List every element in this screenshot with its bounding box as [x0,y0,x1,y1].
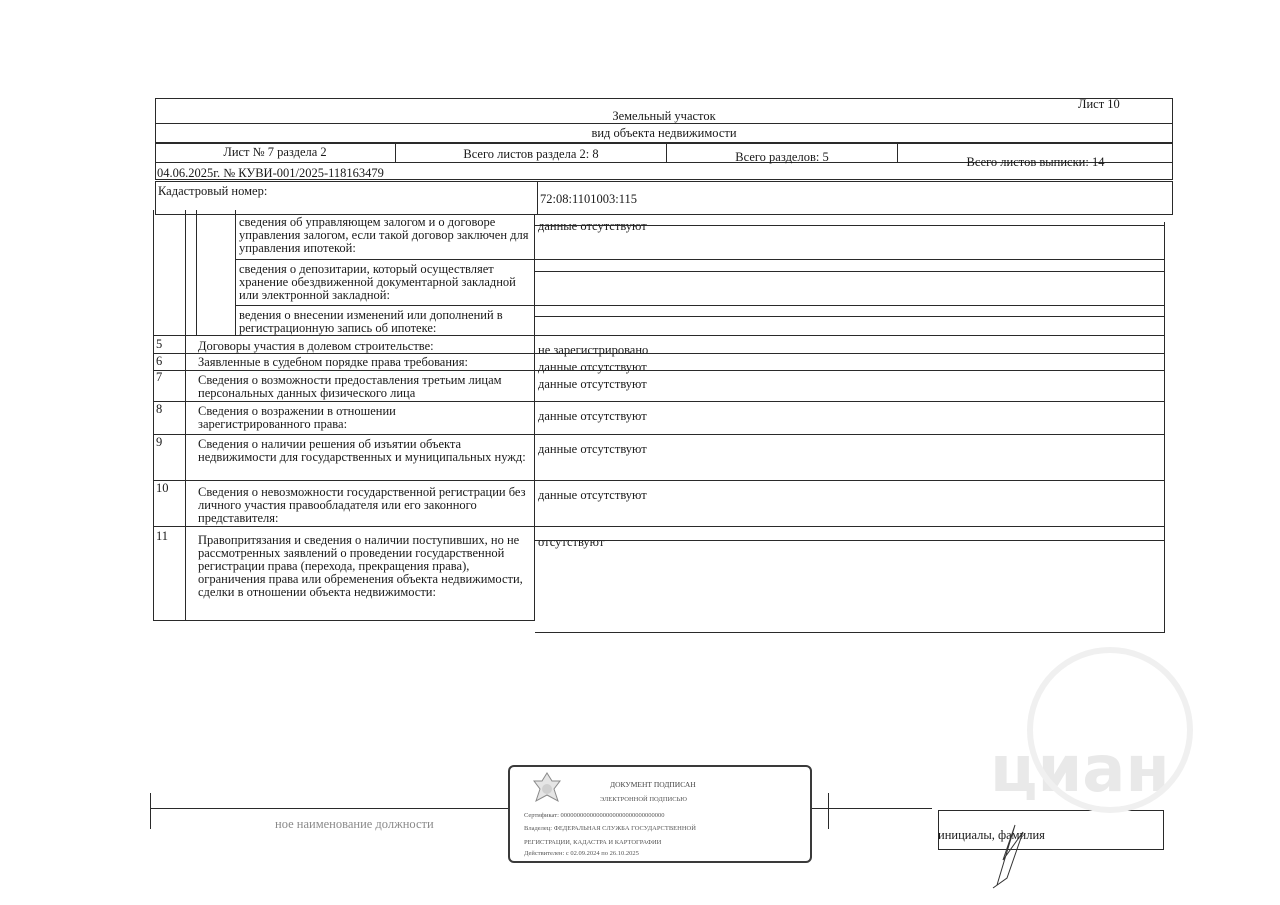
initials-label: инициалы, фамилия [938,828,1045,842]
subrow-label: сведения об управляющем залогом и о договоре управления залогом, если такой договор заключен для управления ипотекой: [239,215,529,255]
subrow-value: данные отсутствуют [538,219,647,233]
section-total-sheets: Всего листов раздела 2: 8 [463,147,599,161]
row-value: данные отсутствуют [538,409,647,423]
signature [985,820,1035,890]
footer-mark-2 [828,793,829,829]
table-left-border [153,210,154,620]
row-divider [153,353,1165,354]
row-number: 5 [156,337,163,351]
row-label: Сведения о возможности предоставления третьим лицам персональных данных физического лица [198,373,502,400]
subrow-value-divider [535,316,1165,317]
stamp-line: Действителен: с 02.09.2024 по 26.10.2025 [524,850,639,857]
row-number: 10 [156,481,169,495]
object-subtitle: вид объекта недвижимости [591,126,737,140]
total-sections: Всего разделов: 5 [735,150,829,164]
row-divider [153,434,1165,435]
subrow-value-divider [535,271,1165,272]
row-number: 8 [156,402,163,416]
stamp-line: ЭЛЕКТРОННОЙ ПОДПИСЬЮ [600,796,687,803]
object-title-divider [155,123,1173,124]
row-label: Сведения о невозможности государственной регистрации без личного участия правообладателя или его законного представителя: [198,485,526,525]
row-value: данные отсутствуют [538,488,647,502]
date-number: 04.06.2025г. № КУВИ-001/2025-118163479 [157,166,384,180]
row-label: Сведения о наличии решения об изъятии объекта недвижимости для государственных и муниципальных нужд: [198,437,526,464]
row-divider [153,401,1165,402]
cadastral-value: 72:08:1101003:115 [540,192,637,206]
row-divider [153,480,1165,481]
watermark-logo: циан [990,733,1170,807]
position-label: ное наименование должности [275,817,434,831]
stamp-line: Сертификат: 00000000000000000000000000000000 [524,812,665,819]
subrow-label: сведения о депозитарии, который осуществляет хранение обездвиженной документарной закладной или электронной закладной: [239,262,516,302]
table-number-col-border [185,210,186,620]
stamp-line: Владелец: ФЕДЕРАЛЬНАЯ СЛУЖБА ГОСУДАРСТВЕННОЙ [524,825,696,832]
subrow-divider [235,305,1165,306]
sheet-number: Лист 10 [1078,97,1120,111]
row-value: отсутствуют [538,535,605,549]
row-label: Договоры участия в долевом строительстве: [198,339,434,353]
row-value: данные отсутствуют [538,442,647,456]
cadastral-label: Кадастровый номер: [158,184,268,198]
row-divider [153,370,1165,371]
total-extract-sheets: Всего листов выписки: 14 [966,155,1105,169]
row-number: 6 [156,354,163,368]
row-label: Сведения о возражении в отношении зарегистрированного права: [198,404,396,431]
row-number: 7 [156,370,163,384]
row-value: не зарегистрировано [538,343,649,357]
table-bottom-border-right [535,632,1165,633]
object-title: Земельный участок [612,109,716,123]
stamp-line: РЕГИСТРАЦИИ, КАДАСТРА И КАРТОГРАФИИ [524,839,662,846]
section-sheet: Лист № 7 раздела 2 [223,145,327,159]
table-right-border [1164,222,1165,633]
row-number: 9 [156,435,163,449]
subrow-label: ведения о внесении изменений или дополнений в регистрационную запись об ипотеке: [239,308,503,335]
watermark-circle-icon [1020,640,1200,820]
row-value: данные отсутствуют [538,360,647,374]
stamp-title: ДОКУМЕНТ ПОДПИСАН [610,780,696,789]
row-label: Правопритязания и сведения о наличии поступивших, но не рассмотренных заявлений о проведении государственной регистрации права (перехода, прекращения права), ограничения права или обременения объекта недвижимости, сделки в отношении объекта недвижимости: [198,533,523,599]
row-divider [153,526,1165,527]
footer-line-left [150,808,510,809]
emblem-icon [530,771,564,807]
table-bottom-border [153,620,535,621]
footer-mark [150,793,151,829]
row-number: 11 [156,529,169,543]
cadastral-divider [537,181,538,215]
row-divider [153,335,1165,336]
table-subcol-border-2 [235,210,236,335]
row-value-divider [535,540,1165,541]
subrow-divider [235,259,1165,260]
subrow-divider [535,225,1165,226]
cadastral-row [155,181,1173,215]
e-signature-stamp [508,765,812,863]
row-label: Заявленные в судебном порядке права требования: [198,355,468,369]
row-value: данные отсутствуют [538,377,647,391]
table-subcol-border [196,210,197,335]
footer-line-mid [812,808,932,809]
